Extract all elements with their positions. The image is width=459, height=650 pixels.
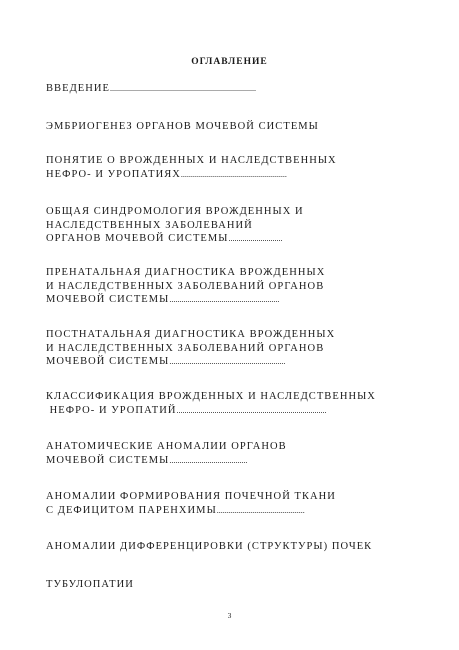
toc-entry-tubulopathies[interactable] [46, 578, 134, 592]
toc-dot-leader: .......................................................... [169, 357, 286, 366]
toc-entry-line [46, 293, 325, 307]
toc-entry-text: И НАСЛЕДСТВЕННЫХ ЗАБОЛЕВАНИЙ ОРГАНОВ [46, 342, 325, 354]
toc-entry-embryogenesis[interactable] [46, 120, 319, 134]
toc-entry-tissue-formation-anomalies[interactable] [46, 490, 336, 517]
toc-entry-text: АНАТОМИЧЕСКИЕ АНОМАЛИИ ОРГАНОВ [46, 441, 287, 452]
toc-entry-text: МОЧЕВОЙ СИСТЕМЫ [46, 356, 170, 367]
toc-dot-leader: ............................................ [216, 505, 305, 515]
toc-entry-text: ОРГАНОВ МОЧЕВОЙ СИСТЕМЫ [46, 233, 229, 244]
toc-entry-text: МОЧЕВОЙ СИСТЕМЫ [46, 454, 170, 466]
toc-entry-line [46, 82, 256, 96]
toc-entry-introduction[interactable] [46, 82, 256, 96]
toc-entry-text: С ДЕФИЦИТОМ ПАРЕНХИМЫ [46, 504, 217, 516]
toc-entry-text: ПОНЯТИЕ О ВРОЖДЕННЫХ И НАСЛЕДСТВЕННЫХ [46, 155, 337, 166]
toc-dot-leader: ....................................... [169, 455, 248, 465]
toc-entry-differentiation-anomalies[interactable] [46, 540, 372, 554]
toc-entry-text: ПОСТНАТАЛЬНАЯ ДИАГНОСТИКА ВРОЖДЕННЫХ [46, 329, 336, 340]
toc-entry-text: И НАСЛЕДСТВЕННЫХ ЗАБОЛЕВАНИЙ ОРГАНОВ [46, 280, 325, 292]
page-number: 3 [227, 611, 232, 620]
toc-dot-leader: ......................................................................... [109, 84, 256, 93]
toc-entry-text: ТУБУЛОПАТИИ [46, 579, 134, 590]
toc-entry-concept[interactable] [46, 154, 337, 181]
toc-entry-line [46, 454, 287, 468]
toc-entry-text: АНОМАЛИИ ДИФФЕРЕНЦИРОВКИ (СТРУКТУРЫ) ПОЧЕК [46, 541, 373, 552]
toc-entry-line [46, 504, 336, 518]
toc-entry-postnatal-diagnostics[interactable] [46, 328, 335, 369]
toc-entry-text: НАСЛЕДСТВЕННЫХ ЗАБОЛЕВАНИЙ [46, 219, 253, 231]
toc-dot-leader: ....................................................... [169, 295, 280, 304]
toc-dot-leader: ........................... [228, 234, 283, 243]
toc-entry-syndromology[interactable] [46, 205, 304, 246]
toc-entry-text: МОЧЕВОЙ СИСТЕМЫ [46, 294, 170, 305]
toc-entry-line [46, 355, 335, 369]
toc-entry-line [46, 168, 337, 182]
toc-entry-text: ОБЩАЯ СИНДРОМОЛОГИЯ ВРОЖДЕННЫХ И [46, 206, 304, 217]
toc-entry-text: КЛАССИФИКАЦИЯ ВРОЖДЕННЫХ И НАСЛЕДСТВЕННЫХ [46, 391, 376, 402]
toc-entry-text: НЕФРО- И УРОПАТИЙ [46, 404, 177, 416]
page-title: ОГЛАВЛЕНИЕ [191, 57, 268, 67]
toc-dot-leader: ..................................................... [180, 169, 287, 179]
toc-entry-text: ВВЕДЕНИЕ [46, 83, 110, 94]
toc-entry-text: ЭМБРИОГЕНЕЗ ОРГАНОВ МОЧЕВОЙ СИСТЕМЫ [46, 121, 319, 132]
toc-dot-leader: ........................................................................... [176, 405, 327, 415]
toc-entry-text: ПРЕНАТАЛЬНАЯ ДИАГНОСТИКА ВРОЖДЕННЫХ [46, 267, 326, 278]
toc-entry-line [46, 232, 304, 246]
toc-entry-text: НЕФРО- И УРОПАТИЯХ [46, 168, 181, 180]
toc-entry-line [46, 404, 376, 418]
toc-entry-anatomical-anomalies[interactable] [46, 440, 287, 467]
toc-entry-text: АНОМАЛИИ ФОРМИРОВАНИЯ ПОЧЕЧНОЙ ТКАНИ [46, 491, 336, 502]
toc-entry-classification[interactable] [46, 390, 376, 417]
toc-entry-prenatal-diagnostics[interactable] [46, 266, 325, 307]
